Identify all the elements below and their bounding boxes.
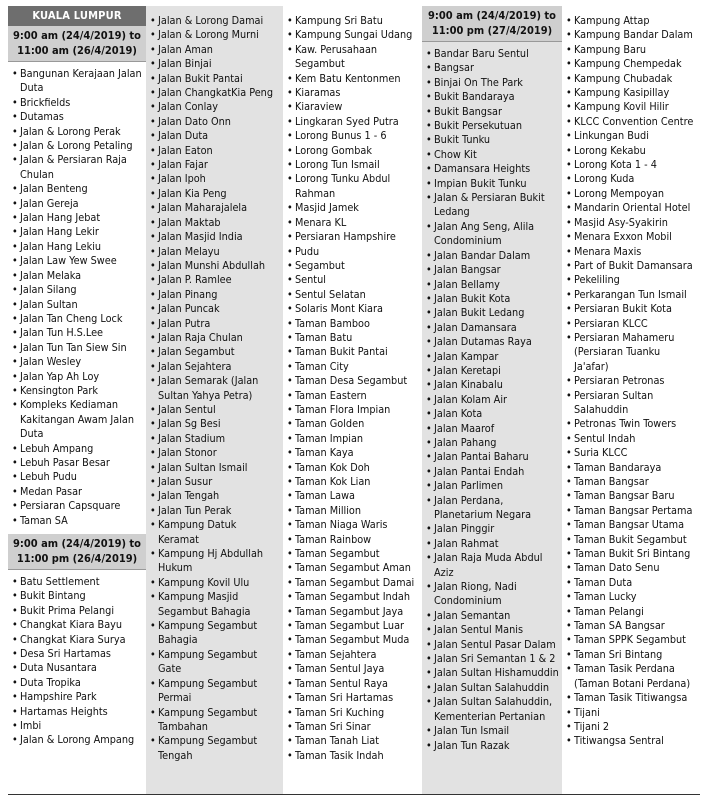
area-item: • Taman Sri Sinar — [286, 720, 419, 734]
area-item: • Persiaran KLCC — [565, 317, 697, 331]
area-item: • Taman Bukit Sri Bintang — [565, 547, 697, 561]
area-item: • Taman Bukit Segambut — [565, 533, 697, 547]
area-item: • Masjid Asy-Syakirin — [565, 216, 697, 230]
area-item: • Jalan Pahang — [425, 436, 559, 450]
area-item: • Jalan Tun Perak — [149, 504, 280, 518]
area-item: • Jalan Bukit Pantai — [149, 72, 280, 86]
area-item: • Jalan Stonor — [149, 446, 280, 460]
area-item: • Persiaran Mahameru (Persiaran Tuanku Ja'afar) — [565, 331, 697, 374]
area-item: • Jalan Tun Tan Siew Sin — [11, 341, 143, 355]
area-item: • Taman Duta — [565, 576, 697, 590]
area-item: • Lorong Kuda — [565, 172, 697, 186]
area-item: • Lorong Gombak — [286, 144, 419, 158]
area-item: • Jalan Semarak (Jalan Sultan Yahya Petra) — [149, 374, 280, 403]
area-item: • Jalan Hang Jebat — [11, 211, 143, 225]
area-item: • Taman Sentul Raya — [286, 677, 419, 691]
area-item: • Jalan Sentul — [149, 403, 280, 417]
area-item: • Hampshire Park — [11, 690, 143, 704]
area-item: • Jalan Melayu — [149, 245, 280, 259]
area-item: • Taman Impian — [286, 432, 419, 446]
area-item: • Taman Kaya — [286, 446, 419, 460]
area-item: • Kampung Masjid Segambut Bahagia — [149, 590, 280, 619]
area-item: • Taman Bandaraya — [565, 461, 697, 475]
area-list — [8, 62, 146, 528]
area-item: • Kampung Attap — [565, 14, 697, 28]
area-item: • Dutamas — [11, 110, 143, 124]
area-item: • Lorong Tunku Abdul Rahman — [286, 172, 419, 201]
area-item: • Jalan Kolam Air — [425, 393, 559, 407]
area-item: • Petronas Twin Towers — [565, 417, 697, 431]
area-item: • Jalan Kia Peng — [149, 187, 280, 201]
area-item: • Jalan Maktab — [149, 216, 280, 230]
area-item: • Menara KL — [286, 216, 419, 230]
area-item: • Jalan Law Yew Swee — [11, 254, 143, 268]
area-item: • Taman Bangsar Utama — [565, 518, 697, 532]
area-item: • Jalan & Lorong Perak — [11, 125, 143, 139]
area-item: • Jalan Bukit Ledang — [425, 306, 559, 320]
bottom-divider — [8, 794, 700, 795]
area-item: • Part of Bukit Damansara — [565, 259, 697, 273]
area-item: • Jalan Segambut — [149, 345, 280, 359]
area-item: • Jalan Ang Seng, Alila Condominium — [425, 220, 559, 249]
area-item: • Pekeliling — [565, 273, 697, 287]
area-item: • Jalan Benteng — [11, 182, 143, 196]
area-item: • Bangunan Kerajaan Jalan Duta — [11, 67, 143, 96]
area-item: • Persiaran Capsquare — [11, 499, 143, 513]
area-item: • Kampung Bandar Dalam — [565, 28, 697, 42]
area-item: • Taman Dato Senu — [565, 561, 697, 575]
area-item: • Jalan Kampar — [425, 350, 559, 364]
area-item: • Persiaran Hampshire — [286, 230, 419, 244]
area-item: • Masjid Jamek — [286, 201, 419, 215]
area-item: • Jalan Parlimen — [425, 479, 559, 493]
area-item: • Lorong Bunus 1 - 6 — [286, 129, 419, 143]
area-item: • Bangsar — [425, 61, 559, 75]
area-item: • Taman Sri Kuching — [286, 706, 419, 720]
area-item: • Bukit Bintang — [11, 589, 143, 603]
area-list — [8, 570, 146, 748]
area-item: • Taman Kok Lian — [286, 475, 419, 489]
area-item: • Changkat Kiara Surya — [11, 633, 143, 647]
area-item: • Taman Kok Doh — [286, 461, 419, 475]
area-item: • Menara Exxon Mobil — [565, 230, 697, 244]
area-item: • Kampung Segambut Gate — [149, 648, 280, 677]
area-item: • Taman Bamboo — [286, 317, 419, 331]
area-item: • Jalan Sentul Pasar Dalam — [425, 638, 559, 652]
area-item: • Duta Nusantara — [11, 661, 143, 675]
area-item: • Taman Sejahtera — [286, 648, 419, 662]
area-item: • Jalan Pantai Baharu — [425, 450, 559, 464]
area-item: • Jalan Dutamas Raya — [425, 335, 559, 349]
area-item: • Bukit Persekutuan — [425, 119, 559, 133]
area-item: • Desa Sri Hartamas — [11, 647, 143, 661]
area-list — [422, 42, 562, 753]
area-item: • Lebuh Pasar Besar — [11, 456, 143, 470]
area-item: • Kampung Datuk Keramat — [149, 518, 280, 547]
area-item: • Kampung Hj Abdullah Hukum — [149, 547, 280, 576]
area-item: • Kampung Kovil Hilir — [565, 100, 697, 114]
area-item: • Taman Tanah Liat — [286, 734, 419, 748]
area-item: • Imbi — [11, 719, 143, 733]
area-item: • Kampung Kovil Ulu — [149, 576, 280, 590]
area-item: • KLCC Convention Centre — [565, 115, 697, 129]
area-item: • Jalan Melaka — [11, 269, 143, 283]
area-item: • Jalan Raja Muda Abdul Aziz — [425, 551, 559, 580]
area-item: • Kampung Segambut Tambahan — [149, 706, 280, 735]
area-item: • Taman Segambut Damai — [286, 576, 419, 590]
area-item: • Jalan Sri Semantan 1 & 2 — [425, 652, 559, 666]
area-item: • Taman Tasik Perdana (Taman Botani Perdana) — [565, 662, 697, 691]
area-item: • Jalan Raja Chulan — [149, 331, 280, 345]
area-item: • Sentul Selatan — [286, 288, 419, 302]
area-item: • Taman SA — [11, 514, 143, 528]
area-item: • Jalan Tengah — [149, 489, 280, 503]
area-item: • Jalan Wesley — [11, 355, 143, 369]
column-1 — [8, 6, 146, 794]
area-item: • Jalan Putra — [149, 317, 280, 331]
area-item: • Taman Segambut Luar — [286, 619, 419, 633]
area-item: • Jalan Ipoh — [149, 172, 280, 186]
region-title: KUALA LUMPUR — [8, 6, 146, 26]
area-item: • Taman Million — [286, 504, 419, 518]
area-item: • Jalan & Lorong Murni — [149, 28, 280, 42]
area-item: • Jalan Gereja — [11, 197, 143, 211]
area-item: • Jalan Hang Lekir — [11, 225, 143, 239]
area-item: • Jalan Susur — [149, 475, 280, 489]
area-item: • Segambut — [286, 259, 419, 273]
area-item: • Medan Pasar — [11, 485, 143, 499]
area-item: • Taman Sentul Jaya — [286, 662, 419, 676]
area-item: • Taman Segambut — [286, 547, 419, 561]
area-item: • Jalan Masjid India — [149, 230, 280, 244]
area-item: • Lorong Mempoyan — [565, 187, 697, 201]
area-item: • Jalan Fajar — [149, 158, 280, 172]
area-item: • Kampung Sri Batu — [286, 14, 419, 28]
area-item: • Damansara Heights — [425, 162, 559, 176]
area-item: • Jalan Silang — [11, 283, 143, 297]
area-item: • Taman Rainbow — [286, 533, 419, 547]
area-item: • Jalan Sultan Ismail — [149, 461, 280, 475]
area-item: • Jalan Tun Razak — [425, 739, 559, 753]
area-item: • Jalan Tun Ismail — [425, 724, 559, 738]
area-item: • Jalan Keretapi — [425, 364, 559, 378]
area-item: • Taman Desa Segambut — [286, 374, 419, 388]
area-item: • Lorong Kekabu — [565, 144, 697, 158]
area-item: • Taman Batu — [286, 331, 419, 345]
area-item: • Jalan & Lorong Petaling — [11, 139, 143, 153]
area-item: • Kampung Segambut Tengah — [149, 734, 280, 763]
area-item: • Jalan Tun H.S.Lee — [11, 326, 143, 340]
area-item: • Perkarangan Tun Ismail — [565, 288, 697, 302]
area-item: • Kampung Sungai Udang — [286, 28, 419, 42]
area-item: • Jalan Eaton — [149, 144, 280, 158]
area-item: • Jalan Pinggir — [425, 522, 559, 536]
area-item: • Taman Sri Bintang — [565, 648, 697, 662]
area-item: • Jalan Tan Cheng Lock — [11, 312, 143, 326]
area-item: • Bukit Prima Pelangi — [11, 604, 143, 618]
area-item: • Lorong Kota 1 - 4 — [565, 158, 697, 172]
area-item: • Taman Segambut Muda — [286, 633, 419, 647]
area-item: • Jalan Maharajalela — [149, 201, 280, 215]
area-item: • Kampung Chubadak — [565, 72, 697, 86]
area-item: • Taman Pelangi — [565, 605, 697, 619]
area-item: • Jalan Conlay — [149, 100, 280, 114]
area-list — [562, 6, 700, 749]
area-item: • Jalan Sultan — [11, 298, 143, 312]
area-item: • Jalan Pantai Endah — [425, 465, 559, 479]
area-item: • Taman Lucky — [565, 590, 697, 604]
area-item: • Duta Tropika — [11, 676, 143, 690]
area-item: • Jalan Sultan Salahuddin — [425, 681, 559, 695]
area-item: • Kampung Kasipillay — [565, 86, 697, 100]
area-item: • Jalan Maarof — [425, 422, 559, 436]
area-item: • Binjai On The Park — [425, 76, 559, 90]
area-item: • Jalan Yap Ah Loy — [11, 370, 143, 384]
area-item: • Kiaraview — [286, 100, 419, 114]
area-item: • Hartamas Heights — [11, 705, 143, 719]
area-item: • Jalan & Persiaran Bukit Ledang — [425, 191, 559, 220]
area-item: • Sentul — [286, 273, 419, 287]
area-item: • Kampung Baru — [565, 43, 697, 57]
area-item: • Kampung Segambut Permai — [149, 677, 280, 706]
area-item: • Taman Bangsar Pertama — [565, 504, 697, 518]
area-item: • Taman Tasik Titiwangsa — [565, 691, 697, 705]
area-item: • Jalan Sg Besi — [149, 417, 280, 431]
area-item: • Impian Bukit Tunku — [425, 177, 559, 191]
time-slot-header: 9:00 am (24/4/2019) to 11:00 am (26/4/2019) — [8, 26, 146, 62]
area-item: • Jalan Hang Lekiu — [11, 240, 143, 254]
area-item: • Bandar Baru Sentul — [425, 47, 559, 61]
area-item: • Jalan Perdana, Planetarium Negara — [425, 494, 559, 523]
area-item: • Jalan & Persiaran Raja Chulan — [11, 153, 143, 182]
area-item: • Jalan Bandar Dalam — [425, 249, 559, 263]
area-list — [283, 6, 422, 763]
area-item: • Kampung Segambut Bahagia — [149, 619, 280, 648]
area-item: • Jalan ChangkatKia Peng — [149, 86, 280, 100]
area-item: • Menara Maxis — [565, 245, 697, 259]
area-item: • Brickfields — [11, 96, 143, 110]
column-2 — [146, 6, 283, 794]
column-4 — [422, 6, 562, 794]
area-item: • Kem Batu Kentonmen — [286, 72, 419, 86]
area-item: • Kaw. Perusahaan Segambut — [286, 43, 419, 72]
area-item: • Taman SA Bangsar — [565, 619, 697, 633]
area-item: • Lingkaran Syed Putra — [286, 115, 419, 129]
area-item: • Bukit Tunku — [425, 133, 559, 147]
area-item: • Jalan Damansara — [425, 321, 559, 335]
area-item: • Linkungan Budi — [565, 129, 697, 143]
area-item: • Bukit Bandaraya — [425, 90, 559, 104]
area-item: • Jalan Pinang — [149, 288, 280, 302]
time-slot-header: 9:00 am (24/4/2019) to 11:00 pm (27/4/2019) — [422, 6, 562, 42]
area-item: • Jalan Kinabalu — [425, 378, 559, 392]
area-item: • Jalan Dato Onn — [149, 115, 280, 129]
area-item: • Jalan Sejahtera — [149, 360, 280, 374]
area-item: • Jalan Stadium — [149, 432, 280, 446]
area-item: • Jalan Semantan — [425, 609, 559, 623]
area-item: • Suria KLCC — [565, 446, 697, 460]
area-item: • Pudu — [286, 245, 419, 259]
area-item: • Taman Bangsar — [565, 475, 697, 489]
area-item: • Jalan Riong, Nadi Condominium — [425, 580, 559, 609]
area-item: • Taman Eastern — [286, 389, 419, 403]
area-item: • Taman Golden — [286, 417, 419, 431]
area-item: • Titiwangsa Sentral — [565, 734, 697, 748]
area-item: • Taman Niaga Waris — [286, 518, 419, 532]
area-item: • Kensington Park — [11, 384, 143, 398]
area-item: • Batu Settlement — [11, 575, 143, 589]
area-item: • Jalan Rahmat — [425, 537, 559, 551]
area-item: • Kompleks Kediaman Kakitangan Awam Jalan Duta — [11, 398, 143, 441]
area-item: • Taman Flora Impian — [286, 403, 419, 417]
column-5 — [562, 6, 700, 794]
area-item: • Persiaran Bukit Kota — [565, 302, 697, 316]
area-item: • Lebuh Ampang — [11, 442, 143, 456]
area-item: • Taman SPPK Segambut — [565, 633, 697, 647]
area-item: • Jalan Bellamy — [425, 278, 559, 292]
area-item: • Sentul Indah — [565, 432, 697, 446]
area-item: • Taman Lawa — [286, 489, 419, 503]
area-item: • Tijani — [565, 706, 697, 720]
area-item: • Jalan Sultan Salahuddin, Kementerian Pertanian — [425, 695, 559, 724]
area-item: • Taman Segambut Indah — [286, 590, 419, 604]
area-item: • Jalan & Lorong Ampang — [11, 733, 143, 747]
column-3 — [283, 6, 422, 794]
area-item: • Jalan Puncak — [149, 302, 280, 316]
area-item: • Jalan Binjai — [149, 57, 280, 71]
time-slot-header: 9:00 am (24/4/2019) to 11:00 pm (26/4/2019) — [8, 534, 146, 570]
area-item: • Jalan P. Ramlee — [149, 273, 280, 287]
area-item: • Lorong Tun Ismail — [286, 158, 419, 172]
area-item: • Jalan Bangsar — [425, 263, 559, 277]
area-item: • Taman Bangsar Baru — [565, 489, 697, 503]
area-item: • Jalan Munshi Abdullah — [149, 259, 280, 273]
area-item: • Taman City — [286, 360, 419, 374]
area-item: • Taman Segambut Jaya — [286, 605, 419, 619]
area-item: • Taman Sri Hartamas — [286, 691, 419, 705]
area-item: • Solaris Mont Kiara — [286, 302, 419, 316]
area-item: • Jalan Kota — [425, 407, 559, 421]
area-item: • Jalan Aman — [149, 43, 280, 57]
area-item: • Taman Bukit Pantai — [286, 345, 419, 359]
area-item: • Jalan Bukit Kota — [425, 292, 559, 306]
area-item: • Taman Segambut Aman — [286, 561, 419, 575]
area-item: • Jalan Duta — [149, 129, 280, 143]
area-item: • Bukit Bangsar — [425, 105, 559, 119]
area-item: • Kiaramas — [286, 86, 419, 100]
area-item: • Chow Kit — [425, 148, 559, 162]
area-item: • Changkat Kiara Bayu — [11, 618, 143, 632]
area-list — [146, 6, 283, 763]
area-item: • Lebuh Pudu — [11, 470, 143, 484]
area-item: • Mandarin Oriental Hotel — [565, 201, 697, 215]
area-item: • Kampung Chempedak — [565, 57, 697, 71]
area-item: • Jalan & Lorong Damai — [149, 14, 280, 28]
area-item: • Persiaran Petronas — [565, 374, 697, 388]
area-item: • Persiaran Sultan Salahuddin — [565, 389, 697, 418]
area-item: • Tijani 2 — [565, 720, 697, 734]
area-item: • Jalan Sultan Hishamuddin — [425, 666, 559, 680]
area-item: • Taman Tasik Indah — [286, 749, 419, 763]
area-item: • Jalan Sentul Manis — [425, 623, 559, 637]
